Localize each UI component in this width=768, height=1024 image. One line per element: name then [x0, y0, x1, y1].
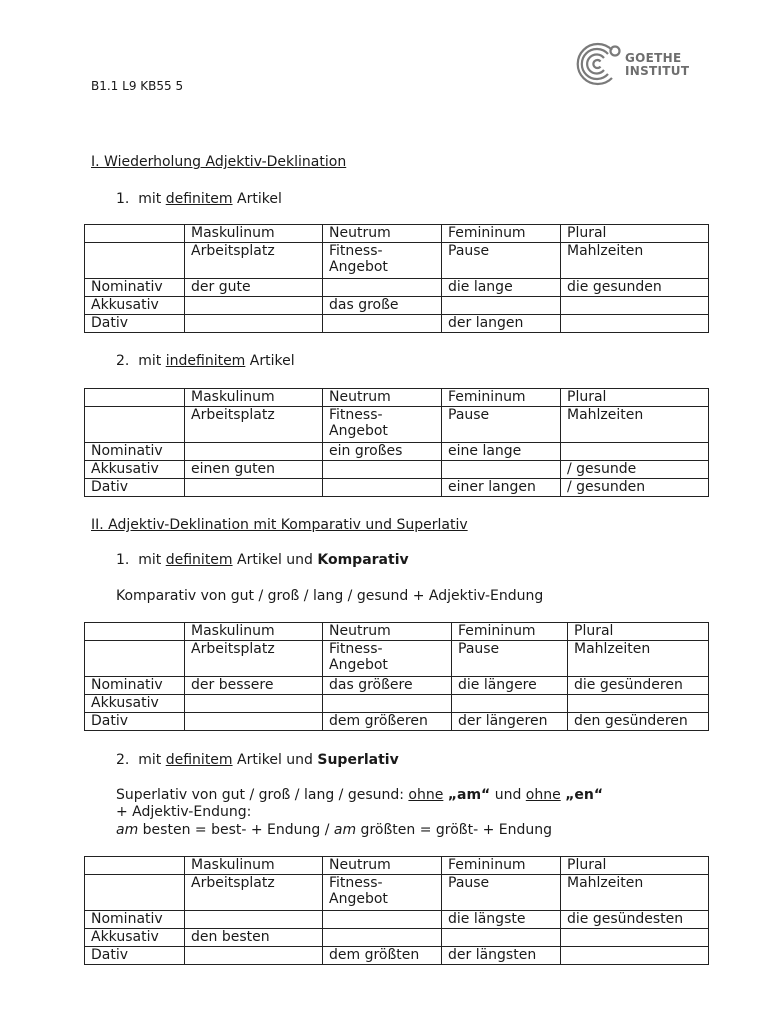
list-number: 2. [116, 752, 130, 768]
rule-text: besten = best- + Endung / [138, 822, 334, 838]
table-header-row [85, 225, 709, 243]
table-cell: der bessere [185, 677, 323, 695]
table-row [85, 677, 709, 695]
table-cell: Dativ [85, 479, 185, 497]
table-cell: Arbeitsplatz [185, 875, 323, 911]
table-cell: Femininum [442, 225, 561, 243]
section-1-sub-2 [116, 353, 295, 370]
sub-underlined: definitem [165, 191, 233, 207]
table-cell [85, 225, 185, 243]
section-1-title: I. Wiederholung Adjektiv-Deklination [91, 154, 347, 170]
superlativ-rule-line-1 [116, 787, 603, 804]
table-row [85, 279, 709, 297]
table-cell: Akkusativ [85, 929, 185, 947]
table-cell: Neutrum [323, 225, 442, 243]
table-cell: Dativ [85, 315, 185, 333]
table-cell: Neutrum [323, 389, 442, 407]
table-cell: das große [323, 297, 442, 315]
table-noun-row [85, 875, 709, 911]
table-cell: die gesünderen [568, 677, 709, 695]
sub-bold: Superlativ [317, 752, 399, 768]
table-cell [85, 875, 185, 911]
table-header-row [85, 623, 709, 641]
table-cell: Fitness-Angebot [323, 407, 442, 443]
table-cell: Fitness-Angebot [323, 243, 442, 279]
superlativ-rule-line-2: + Adjektiv-Endung: [116, 804, 252, 820]
table-cell [85, 623, 185, 641]
table-cell [452, 695, 568, 713]
table-cell [323, 279, 442, 297]
superlativ-rule-line-3 [116, 822, 552, 839]
list-number: 2. [116, 353, 130, 369]
table-cell: Femininum [442, 389, 561, 407]
table-cell [323, 315, 442, 333]
table-cell: Arbeitsplatz [185, 407, 323, 443]
logo-wordmark [625, 52, 689, 78]
table-cell: Mahlzeiten [561, 407, 709, 443]
rule-italic: am [333, 822, 357, 838]
rule-bold: „en“ [565, 787, 604, 803]
sub-text: Artikel [245, 353, 295, 369]
table-row [85, 947, 709, 965]
table-superlativ [84, 856, 709, 965]
table-cell: Akkusativ [85, 297, 185, 315]
table-cell [85, 407, 185, 443]
section-2-sub-1 [116, 552, 409, 569]
table-cell: die gesündesten [561, 911, 709, 929]
table-cell: einen guten [185, 461, 323, 479]
table-cell: eine lange [442, 443, 561, 461]
table-cell [561, 947, 709, 965]
rule-bold: „am“ [447, 787, 491, 803]
table-cell [185, 315, 323, 333]
sub-underlined: indefinitem [165, 353, 246, 369]
table-cell: der längsten [442, 947, 561, 965]
table-cell [185, 695, 323, 713]
table-row [85, 695, 709, 713]
table-cell [185, 297, 323, 315]
sub-text: mit [138, 752, 166, 768]
table-cell: / gesunden [561, 479, 709, 497]
document-code: B1.1 L9 KB55 5 [91, 79, 184, 93]
rule-text: Superlativ von gut / groß / lang / gesund: [116, 787, 409, 803]
rule-underlined: ohne [525, 787, 561, 803]
table-cell: Plural [568, 623, 709, 641]
table-cell: das größere [323, 677, 452, 695]
table-cell: Dativ [85, 947, 185, 965]
table-cell [185, 479, 323, 497]
table-cell: Maskulinum [185, 857, 323, 875]
rule-underlined: ohne [408, 787, 444, 803]
table-cell: Plural [561, 225, 709, 243]
table-cell: Pause [442, 407, 561, 443]
table-cell: Arbeitsplatz [185, 243, 323, 279]
table-cell [323, 479, 442, 497]
table-cell [185, 911, 323, 929]
table-row [85, 297, 709, 315]
table-cell: Neutrum [323, 857, 442, 875]
table-cell: die lange [442, 279, 561, 297]
table-cell: Maskulinum [185, 623, 323, 641]
table-cell: Pause [442, 243, 561, 279]
sub-text: Artikel [232, 191, 282, 207]
table-cell [85, 641, 185, 677]
table-cell: einer langen [442, 479, 561, 497]
table-cell: Dativ [85, 713, 185, 731]
table-cell [561, 315, 709, 333]
table-cell: Nominativ [85, 911, 185, 929]
table-cell: die gesunden [561, 279, 709, 297]
sub-text: mit [138, 191, 166, 207]
table-cell [568, 695, 709, 713]
table-cell: der längeren [452, 713, 568, 731]
table-cell: Akkusativ [85, 461, 185, 479]
table-cell: Akkusativ [85, 695, 185, 713]
table-indefinite [84, 388, 709, 497]
table-cell: Mahlzeiten [561, 875, 709, 911]
table-cell: Femininum [452, 623, 568, 641]
table-noun-row [85, 407, 709, 443]
table-cell [323, 911, 442, 929]
table-cell: Nominativ [85, 443, 185, 461]
sub-text: mit [138, 353, 166, 369]
table-cell: Plural [561, 857, 709, 875]
table-cell [561, 297, 709, 315]
table-cell [442, 297, 561, 315]
table-cell [323, 929, 442, 947]
table-cell [185, 713, 323, 731]
list-number: 1. [116, 552, 130, 568]
sub-text: Artikel und [232, 752, 318, 768]
table-cell [323, 695, 452, 713]
komparativ-rule: Komparativ von gut / groß / lang / gesund + Adjektiv-Endung [116, 588, 544, 604]
table-cell: Mahlzeiten [561, 243, 709, 279]
logo-line-2: INSTITUT [625, 64, 690, 78]
table-cell [85, 857, 185, 875]
table-cell [561, 443, 709, 461]
table-row [85, 461, 709, 479]
table-header-row [85, 857, 709, 875]
table-cell: die längste [442, 911, 561, 929]
table-cell [561, 929, 709, 947]
table-noun-row [85, 641, 709, 677]
table-cell: Fitness-Angebot [323, 875, 442, 911]
sub-underlined: definitem [165, 752, 233, 768]
sub-bold: Komparativ [317, 552, 409, 568]
logo-line-1: GOETHE [625, 51, 682, 65]
rule-text: größten = größt- + Endung [356, 822, 553, 838]
table-row [85, 713, 709, 731]
table-cell: Maskulinum [185, 225, 323, 243]
table-cell [185, 443, 323, 461]
table-cell: Pause [442, 875, 561, 911]
table-cell [85, 243, 185, 279]
table-row [85, 911, 709, 929]
table-cell: Mahlzeiten [568, 641, 709, 677]
table-cell: Pause [452, 641, 568, 677]
table-row [85, 315, 709, 333]
table-cell [442, 929, 561, 947]
table-cell: dem größeren [323, 713, 452, 731]
table-cell: den besten [185, 929, 323, 947]
table-cell: Femininum [442, 857, 561, 875]
list-number: 1. [116, 191, 130, 207]
table-cell: / gesunde [561, 461, 709, 479]
table-cell: der gute [185, 279, 323, 297]
table-cell: ein großes [323, 443, 442, 461]
table-row [85, 443, 709, 461]
table-cell: Fitness-Angebot [323, 641, 452, 677]
table-cell: die längere [452, 677, 568, 695]
sub-underlined: definitem [165, 552, 233, 568]
table-cell: dem größten [323, 947, 442, 965]
table-cell [323, 461, 442, 479]
rule-italic: am [116, 822, 139, 838]
table-cell: der langen [442, 315, 561, 333]
rule-text: und [490, 787, 526, 803]
sub-text: mit [138, 552, 166, 568]
table-cell: Nominativ [85, 677, 185, 695]
table-cell: Arbeitsplatz [185, 641, 323, 677]
table-noun-row [85, 243, 709, 279]
section-2-sub-2 [116, 752, 399, 769]
sub-text: Artikel und [232, 552, 318, 568]
table-komparativ [84, 622, 709, 731]
table-row [85, 479, 709, 497]
section-1-sub-1 [116, 191, 282, 208]
table-header-row [85, 389, 709, 407]
section-2-title: II. Adjektiv-Deklination mit Komparativ und Superlativ [91, 517, 468, 533]
table-cell [185, 947, 323, 965]
table-row [85, 929, 709, 947]
table-cell: den gesünderen [568, 713, 709, 731]
table-cell [85, 389, 185, 407]
table-cell: Plural [561, 389, 709, 407]
table-cell [442, 461, 561, 479]
table-cell: Nominativ [85, 279, 185, 297]
table-cell: Neutrum [323, 623, 452, 641]
table-definite [84, 224, 709, 333]
table-cell: Maskulinum [185, 389, 323, 407]
